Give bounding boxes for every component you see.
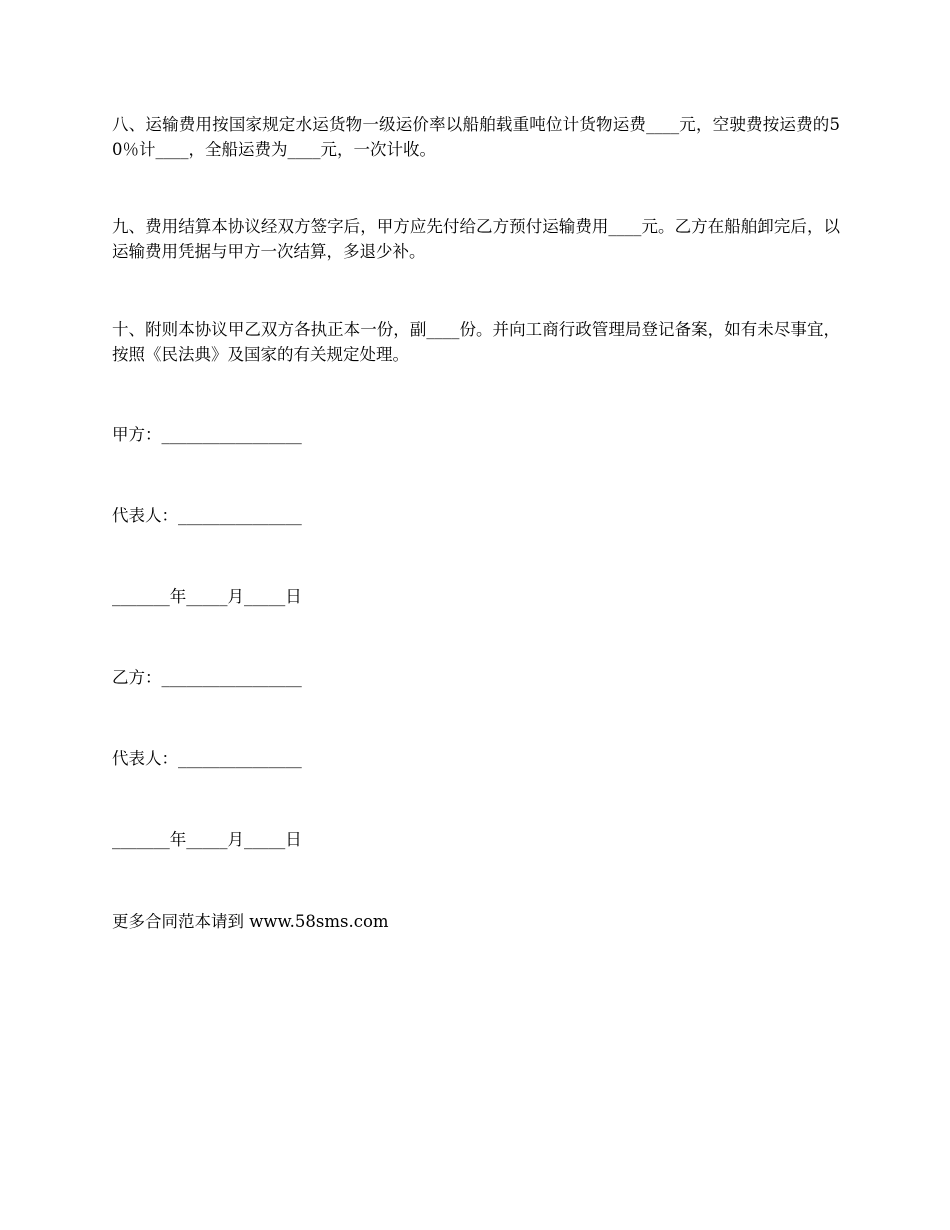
clause-eight: 八、运输费用按国家规定水运货物一级运价率以船舶载重吨位计货物运费____元，空驶费按运费的50％计____，全船运费为____元，一次计收。 (112, 115, 840, 159)
party-a-line: 甲方：_________________ (112, 425, 302, 444)
party-a-date-line: _______年_____月_____日 (112, 587, 302, 606)
party-b-line: 乙方：_________________ (112, 668, 302, 687)
clause-nine: 九、费用结算本协议经双方签字后，甲方应先付给乙方预付运输费用____元。乙方在船舶卸完后，以运输费用凭据与甲方一次结算，多退少补。 (112, 217, 840, 261)
party-b-date-line: _______年_____月_____日 (112, 830, 302, 849)
party-a-representative-line: 代表人：_______________ (112, 506, 302, 525)
party-b-representative-line: 代表人：_______________ (112, 749, 302, 768)
footer-more-contracts: 更多合同范本请到 www.58sms.com (112, 912, 389, 931)
clause-ten: 十、附则本协议甲乙双方各执正本一份，副____份。并向工商行政管理局登记备案，如有未尽事宜，按照《民法典》及国家的有关规定处理。 (112, 320, 840, 364)
